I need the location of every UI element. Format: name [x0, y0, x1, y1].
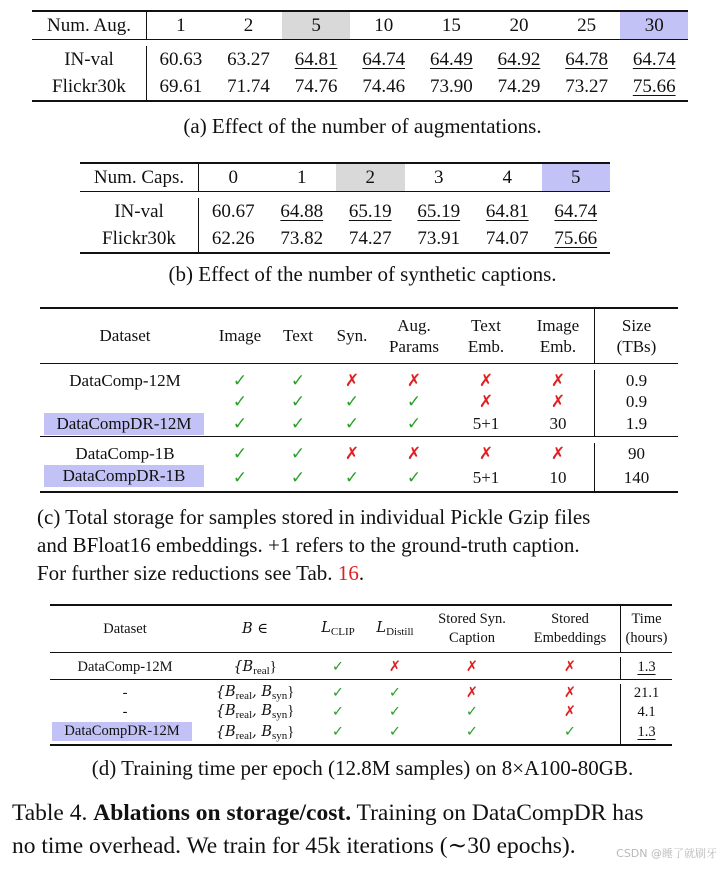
cross-icon: ✗: [406, 370, 422, 390]
cell: 64.74: [362, 48, 406, 70]
col-header: 25: [577, 14, 597, 36]
header-text: Text: [283, 326, 313, 345]
cross-icon: ✗: [563, 684, 577, 701]
cell: 65.19: [417, 200, 461, 222]
row-label: Flickr30k: [102, 227, 176, 249]
check-icon: ✓: [406, 467, 422, 487]
dataset-name: DataCompDR-12M: [44, 413, 204, 435]
cross-icon: ✗: [406, 443, 422, 463]
check-icon: ✓: [331, 659, 345, 676]
check-icon: ✓: [331, 684, 345, 701]
table-d: [50, 604, 672, 746]
header-size: Size: [621, 315, 652, 335]
size-value: 90: [628, 443, 645, 463]
check-icon: ✓: [331, 724, 345, 740]
check-icon: ✓: [232, 370, 248, 390]
header-size-unit: (TBs): [616, 336, 657, 356]
b-set: {$B_{real}$, $B_{syn}$}: [215, 723, 295, 742]
check-icon: ✓: [388, 684, 402, 701]
header-text-emb-2: Emb.: [467, 336, 505, 356]
caption-c-line: and BFloat16 embeddings. +1 refers to the ground-truth caption.: [37, 533, 580, 557]
col-header: 3: [434, 166, 444, 188]
size-value: 1.9: [625, 414, 648, 433]
table-row: [50, 703, 672, 722]
cell: 73.82: [280, 227, 324, 249]
col-header: 4: [502, 166, 512, 188]
row-label: IN-val: [64, 48, 114, 70]
table-c: [40, 307, 678, 493]
table-a: [32, 10, 688, 102]
check-icon: ✓: [290, 443, 306, 463]
table-label: Table 4.: [12, 800, 88, 826]
row-label: IN-val: [114, 200, 164, 222]
cell: 75.66: [554, 227, 598, 249]
cell: 73.90: [429, 75, 473, 97]
header-time: Time: [631, 611, 662, 627]
cell: 65.19: [348, 200, 392, 222]
check-icon: ✓: [406, 414, 422, 433]
header-b-in: B ∈: [242, 620, 268, 637]
header-image-emb-2: Emb.: [539, 336, 577, 356]
header-stored-syn: Stored Syn.: [438, 611, 506, 627]
cell: 62.26: [211, 227, 255, 249]
time-value: 21.1: [633, 684, 660, 701]
col-header: 5: [282, 11, 350, 40]
cell: 64.49: [429, 48, 473, 70]
caption-d: (d) Training time per epoch (12.8M samples) on 8×A100-80GB.: [91, 756, 634, 780]
check-icon: ✓: [344, 391, 360, 411]
size-value: 140: [623, 467, 650, 487]
header-image: Image: [218, 326, 262, 345]
cell: 60.67: [211, 200, 255, 222]
header-l-distill: $L_{Distill}$: [376, 620, 414, 638]
header-aug-params: Params: [388, 336, 440, 356]
cell: 64.92: [497, 48, 541, 70]
table-row: [32, 46, 688, 73]
check-icon: ✓: [344, 467, 360, 487]
cross-icon: ✗: [550, 370, 566, 390]
cross-icon: ✗: [550, 391, 566, 411]
check-icon: ✓: [388, 703, 402, 720]
col-header: 15: [441, 14, 461, 36]
check-icon: ✓: [290, 467, 306, 487]
caption-a: (a) Effect of the number of augmentations.: [183, 114, 542, 138]
header-dataset: Dataset: [99, 326, 151, 345]
header-l-clip: $L_{CLIP}$: [321, 620, 355, 638]
header-dataset: Dataset: [103, 620, 147, 637]
header-stored-syn-2: Caption: [449, 630, 495, 646]
table-row: [32, 73, 688, 101]
table-row: [40, 370, 678, 391]
caption-c: [37, 503, 697, 587]
table-row: [40, 464, 678, 492]
cross-icon: ✗: [344, 443, 360, 463]
main-caption-line: no time overhead. We train for 45k iterations (∼30 epochs).: [12, 833, 576, 859]
watermark: CSDN @睡了就刷牙: [616, 847, 717, 860]
table-row: [50, 657, 672, 679]
col-header: 20: [509, 14, 529, 36]
image-emb-value: 30: [549, 414, 567, 433]
table-row: [40, 443, 678, 464]
caption-c-line: For further size reductions see Tab. 16.: [37, 561, 365, 585]
table-b: [80, 162, 610, 254]
cell: 73.91: [417, 227, 461, 249]
col-header: 1: [297, 166, 307, 188]
cell: 74.27: [348, 227, 392, 249]
b-set: {$B_{real}$, $B_{syn}$}: [215, 684, 295, 702]
dataset-name: DataCompDR-12M: [52, 722, 192, 741]
check-icon: ✓: [290, 414, 306, 433]
check-icon: ✓: [465, 703, 479, 720]
table-row: [40, 412, 678, 437]
col-header: 5: [542, 163, 611, 192]
check-icon: ✓: [465, 724, 479, 740]
time-value: 4.1: [637, 703, 656, 720]
cross-icon: ✗: [563, 659, 577, 676]
dataset-name: DataComp-12M: [69, 370, 181, 390]
header-syn: Syn.: [336, 326, 368, 345]
dataset-name: DataComp-1B: [75, 443, 175, 463]
header-text-emb: Text: [471, 315, 501, 335]
table-row: [40, 391, 678, 412]
dataset-name: -: [122, 684, 128, 701]
dataset-name: [40, 391, 210, 412]
size-value: 0.9: [625, 370, 648, 390]
cross-icon: ✗: [388, 659, 402, 676]
cell: 64.81: [485, 200, 529, 222]
main-caption-line: Table 4. Ablations on storage/cost. Training on DataCompDR has: [12, 800, 644, 826]
header-image-emb: Image: [536, 315, 580, 335]
col-header: 10: [374, 14, 394, 36]
cross-icon: ✗: [478, 443, 494, 463]
cell: 74.46: [362, 75, 406, 97]
header-stored-emb: Stored: [551, 611, 589, 627]
col-header: 1: [176, 14, 186, 36]
cell: 75.66: [632, 75, 676, 97]
cell: 71.74: [227, 75, 270, 97]
cell: 74.29: [497, 75, 541, 97]
dataset-name: DataCompDR-1B: [44, 465, 204, 487]
cross-icon: ✗: [465, 659, 479, 676]
cell: 64.74: [632, 48, 676, 70]
check-icon: ✓: [563, 724, 577, 740]
col-header: 30: [620, 11, 688, 40]
header-time-unit: (hours): [625, 630, 668, 646]
cell: 64.81: [294, 48, 338, 70]
row-label: Flickr30k: [52, 75, 126, 97]
header-stored-emb-2: Embeddings: [533, 630, 607, 646]
caption-b: (b) Effect of the number of synthetic captions.: [168, 262, 557, 286]
header-label: Num. Aug.: [47, 14, 131, 36]
cell: 69.61: [159, 75, 203, 97]
table-row: [50, 722, 672, 745]
b-set: {$B_{real}$, $B_{syn}$}: [215, 703, 295, 721]
check-icon: ✓: [290, 370, 306, 390]
check-icon: ✓: [344, 414, 360, 433]
check-icon: ✓: [232, 443, 248, 463]
cross-icon: ✗: [344, 370, 360, 390]
check-icon: ✓: [331, 703, 345, 720]
header-aug: Aug.: [397, 315, 431, 335]
image-emb-value: 10: [549, 467, 567, 487]
text-emb-value: 5+1: [472, 414, 500, 433]
check-icon: ✓: [232, 467, 248, 487]
col-header: 2: [336, 163, 405, 192]
check-icon: ✓: [406, 391, 422, 411]
table-row: [80, 198, 610, 225]
b-set: $\{B_{real}\}$: [233, 658, 277, 677]
table-ref-link[interactable]: 16: [337, 561, 359, 585]
table-row: [80, 225, 610, 253]
cell: 74.76: [294, 75, 338, 97]
cell: 60.63: [159, 48, 203, 70]
col-header: 2: [243, 14, 254, 36]
text-emb-value: 5+1: [472, 467, 500, 487]
size-value: 0.9: [625, 391, 648, 411]
cross-icon: ✗: [478, 391, 494, 411]
cross-icon: ✗: [550, 443, 566, 463]
check-icon: ✓: [232, 414, 248, 433]
header-label: Num. Caps.: [93, 166, 185, 188]
cross-icon: ✗: [478, 370, 494, 390]
table-row: [50, 684, 672, 703]
dataset-name: DataComp-12M: [77, 659, 173, 676]
cell: 64.88: [280, 200, 324, 222]
check-icon: ✓: [232, 391, 248, 411]
check-icon: ✓: [388, 724, 402, 740]
col-header: 0: [228, 166, 238, 188]
time-value: 1.3: [637, 724, 656, 740]
cell: 64.78: [565, 48, 608, 70]
caption-c-line: (c) Total storage for samples stored in individual Pickle Gzip files: [37, 505, 591, 529]
cell: 64.74: [554, 200, 598, 222]
caption-title: Ablations on storage/cost.: [93, 800, 352, 826]
cross-icon: ✗: [465, 684, 479, 701]
cell: 74.07: [485, 227, 529, 249]
cross-icon: ✗: [563, 703, 577, 720]
dataset-name: -: [122, 703, 128, 720]
time-value: 1.3: [637, 659, 656, 676]
check-icon: ✓: [290, 391, 306, 411]
cell: 63.27: [227, 48, 270, 70]
cell: 73.27: [565, 75, 608, 97]
